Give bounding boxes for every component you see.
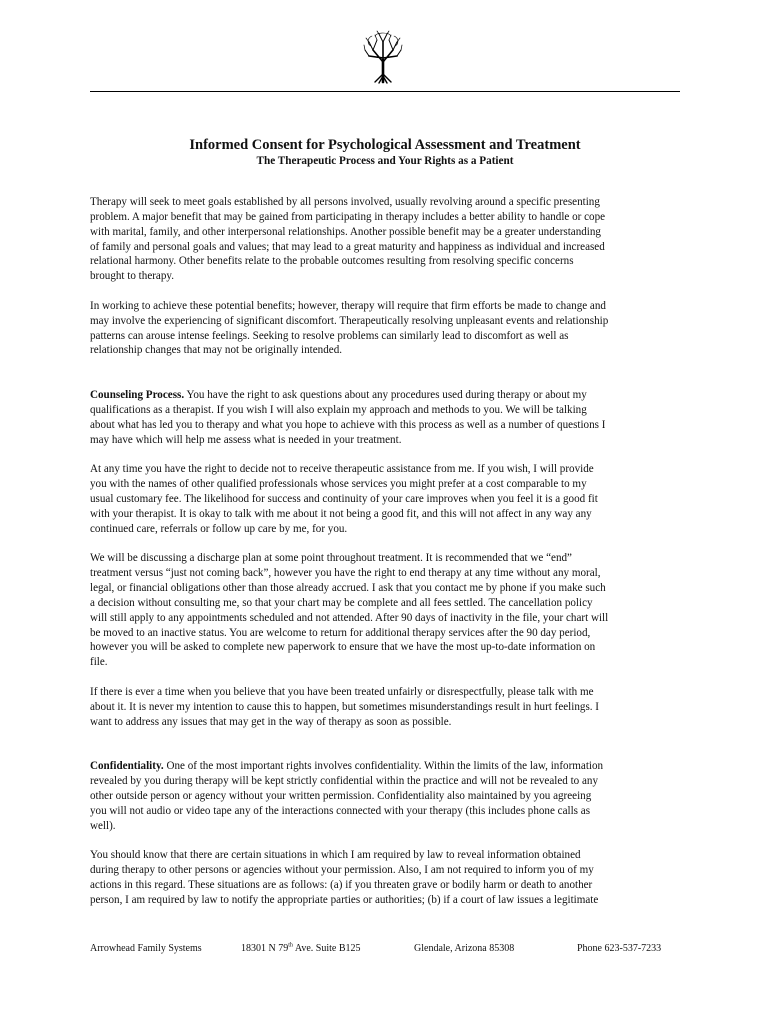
text-line: patterns can arouse intense feelings. Seeking to resolve problems can similarly lead to discomfort as well as	[90, 329, 569, 342]
paragraph-legal-exceptions	[90, 848, 680, 907]
text-line: however you will be asked to complete new paperwork to ensure that we have the most up-to-date information on	[90, 641, 596, 654]
text-line: will still apply to any appointments scheduled and not attended. After 90 days of inactivity in the file, your chart will	[90, 611, 609, 624]
text-line: a decision without consulting me, so that your chart may be complete and all fees settled. The cancellation policy	[90, 596, 593, 609]
text-line: of family and personal goals and values; that may lead to a great maturity and happiness as individual and increased	[90, 240, 605, 253]
text-line: you will not audio or video tape any of the interactions connected with your therapy (this includes phone calls as	[90, 804, 591, 817]
page-subtitle: The Therapeutic Process and Your Rights as a Patient	[256, 155, 514, 167]
text-line: during therapy to other persons or agencies without your permission. Also, I am not required to inform you of my	[90, 864, 594, 877]
paragraph-counseling-process: Counseling Process. You have the right to ask questions about any procedures used during therapy or about my qualifications as a therapist. If you wish I will also explain my approach and methods to you. We will be talking about what has led you to therapy and what you hope to achieve with this process as well as a number of questions I may have which will help me assess what is needed in your treatment.	[90, 388, 680, 447]
tree-icon	[363, 30, 403, 84]
footer-phone: Phone 623-537-7233	[577, 943, 662, 954]
paragraph-benefits	[90, 195, 680, 284]
text-line: actions in this regard. These situations are as follows: (a) if you threaten grave or bodily harm or death to another	[90, 879, 593, 892]
text-line: We will be discussing a discharge plan at some point throughout treatment. It is recommended that we “end”	[90, 552, 572, 565]
section-heading-counseling: Counseling Process.	[90, 389, 185, 402]
footer-city: Glendale, Arizona 85308	[414, 943, 515, 954]
text-line: be moved to an inactive status. You are welcome to return for additional therapy services after the 90 day period,	[90, 626, 591, 639]
paragraph-confidentiality: Confidentiality. One of the most important rights involves confidentiality. Within the limits of the law, information revealed by you during therapy will be kept strictly confidential within the practice and will not be revealed to any other outside person or agency without your written permission. Confidentiality also maintained by you agreeing you will not audio or video tape any of the interactions connected with your therapy (this includes phone calls as well).	[90, 759, 680, 833]
text-line: You should know that there are certain situations in which I am required by law to reveal information obtained	[90, 849, 581, 862]
text-line: In working to achieve these potential benefits; however, therapy will require that firm efforts be made to change and	[90, 299, 606, 312]
page-title: Informed Consent for Psychological Assessment and Treatment	[189, 137, 581, 153]
footer-address: 18301 N 79th Ave. Suite B125	[241, 942, 361, 954]
text-line: other outside person or agency without your written permission. Confidentiality also maintained by you agreeing	[90, 789, 592, 802]
text-line: continued care, referrals or follow up care by me, for you.	[90, 522, 348, 535]
text-line: about it. It is never my intention to cause this to happen, but sometimes misunderstandings result in hurt feelings. I	[90, 700, 599, 713]
text-line: file.	[90, 656, 108, 669]
text-line: with marital, family, and other interpersonal relationships. Another possible benefit may be a greater understanding	[90, 225, 601, 238]
paragraph-discharge-plan	[90, 551, 680, 670]
text-line: qualifications as a therapist. If you wish I will also explain my approach and methods to you. We will be talking	[90, 403, 587, 416]
text-line: may involve the experiencing of significant discomfort. Therapeutically resolving unpleasant events and relationship	[90, 314, 609, 327]
paragraph-right-to-decline	[90, 462, 680, 536]
document-body	[90, 195, 680, 908]
paragraph-discomfort	[90, 299, 680, 358]
text-line: Therapy will seek to meet goals established by all persons involved, usually revolving around a specific presenting	[90, 196, 600, 208]
text-line: person, I am required by law to notify the appropriate parties or authorities; (b) if a court of law issues a legitimate	[90, 893, 599, 906]
text-line: you with the names of other qualified professionals whose services you might prefer at a cost comparable to my	[90, 478, 587, 491]
text-line: with your therapist. It is okay to talk with me about it not being a good fit, and this will not affect in any way any	[90, 507, 592, 520]
paragraph-concerns	[90, 685, 680, 730]
footer-practice-name: Arrowhead Family Systems	[90, 943, 202, 954]
text-line: about what has led you to therapy and what you hope to achieve with this process as well as a number of questions I	[90, 418, 606, 431]
text-line: want to address any issues that may get in the way of therapy as soon as possible.	[90, 715, 452, 728]
text-line: revealed by you during therapy will be kept strictly confidential within the practice and will not be revealed to any	[90, 775, 598, 788]
section-heading-confidentiality: Confidentiality.	[90, 760, 164, 773]
text-line: relational harmony. Other benefits relate to the probable outcomes resulting from resolving specific concerns	[90, 255, 574, 268]
text-line: well).	[90, 819, 116, 832]
text-line: usual customary fee. The likelihood for success and continuity of your care improves when you feel it is a good fit	[90, 492, 598, 505]
text-line: At any time you have the right to decide not to receive therapeutic assistance from me. If you wish, I will provide	[90, 463, 594, 476]
text-line: treatment versus “just not coming back”, however you have the right to end therapy at any time without any moral,	[90, 567, 601, 580]
text-line: relationship changes that may not be originally intended.	[90, 344, 343, 357]
text-line: legal, or financial obligations other than those already accrued. I ask that you contact me by phone if you make such	[90, 582, 606, 595]
text-line: problem. A major benefit that may be gained from participating in therapy includes a better ability to handle or cope	[90, 210, 606, 223]
text-line: may have which will help me assess what is needed in your treatment.	[90, 433, 402, 446]
text-line: brought to therapy.	[90, 270, 175, 283]
header-rule	[90, 91, 680, 92]
text-line: If there is ever a time when you believe that you have been treated unfairly or disrespectfully, please talk with me	[90, 686, 594, 699]
